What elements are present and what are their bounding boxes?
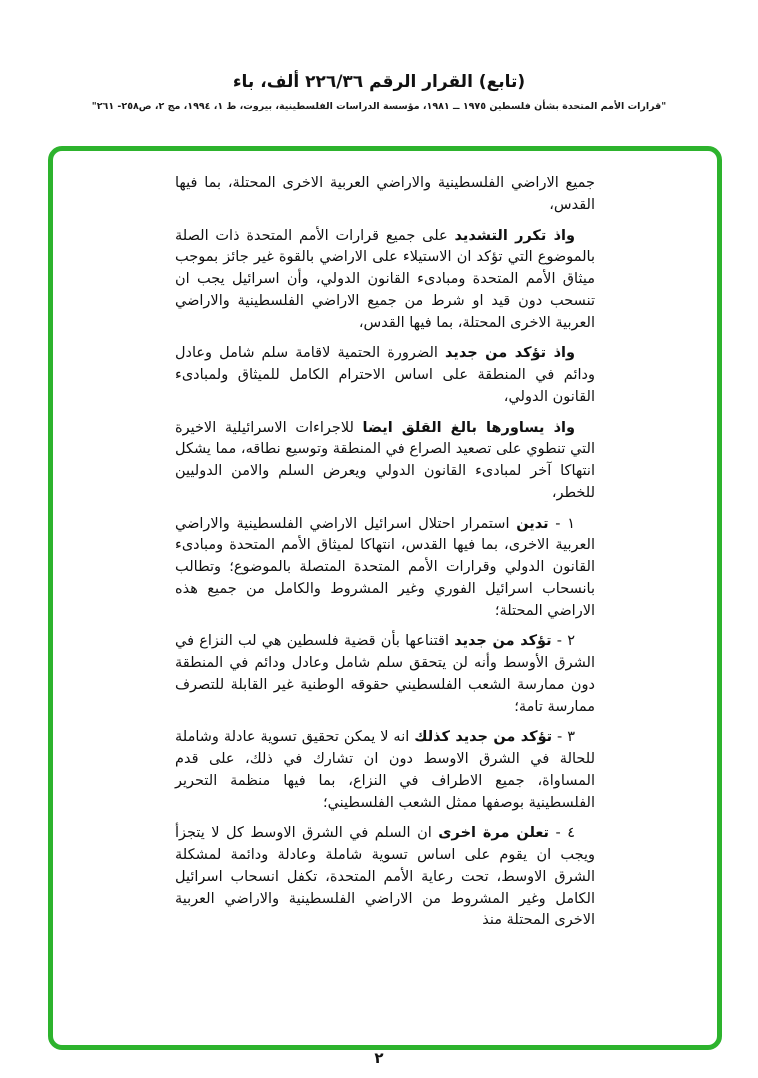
paragraph-text: للاجراءات الاسرائيلية الاخيرة التي تنطوي على تصعيد الصراع في المنطقة وتوسيع نطاقه، مما يشكل انتهاكا آخر لمبادىء القانون الدولي ويعرض السلم والامن الدوليين للخطر،	[175, 419, 595, 501]
paragraph-text: الضرورة الحتمية لاقامة سلم شامل وعادل ودائم في المنطقة على اساس الاحترام الكامل للميثاق ولمبادىء القانون الدولي،	[175, 345, 595, 405]
paragraph-number: ١ -	[555, 515, 575, 532]
paragraph-number: ٤ -	[555, 825, 576, 842]
body-paragraph	[175, 727, 595, 814]
body-text	[175, 173, 595, 932]
paragraph-text: ان السلم في الشرق الاوسط كل لا يتجزأ ويجب ان يقوم على اساس تسوية شاملة وعادلة ودائمة لمشكلة الشرق الاوسط، تحت رعاية الأمم المتحدة، تكفل انسحاب اسرائيل الكامل وغير المشروط من الاراضي الفلسطينية والاراضي العربية الاخرى المحتلة منذ	[175, 825, 595, 929]
paragraph-number: ٢ -	[556, 633, 576, 650]
paragraph-text: على جميع قرارات الأمم المتحدة ذات الصلة بالموضوع التي تؤكد ان الاستيلاء على الاراضي بالقوة غير جائز بموجب ميثاق الأمم المتحدة ومبادىء القانون الدولي، وأن اسرائيل يجب ان تنسحب دون قيد او شرط من جميع الاراضي الفلسطينية والاراضي العربية الاخرى المحتلة، بما فيها القدس،	[175, 227, 595, 331]
paragraph-number: ٣ -	[557, 729, 576, 746]
page-header	[0, 72, 758, 112]
paragraph-lead: تؤكد من جديد	[454, 633, 552, 650]
body-paragraph	[175, 343, 595, 408]
body-paragraph	[175, 514, 595, 623]
body-paragraph	[175, 631, 595, 718]
resolution-title: (تابع) القرار الرقم ٢٢٦/٣٦ ألف، باء	[232, 72, 526, 92]
source-citation: "قرارات الأمم المتحدة بشأن فلسطين ١٩٧٥ ــ ١٩٨١، مؤسسة الدراسات الفلسطينية، بيروت، ط ١، ١٩٩٤، مج ٢، ص٢٥٨- ٢٦١"	[91, 101, 667, 112]
paragraph-text: اقتناعها بأن قضية فلسطين هي لب النزاع في الشرق الأوسط وأنه لن يتحقق سلم شامل وعادل ودائم في المنطقة دون ممارسة الشعب الفلسطيني حقوقه الوطنية غير القابلة للتصرف ممارسة تامة؛	[175, 633, 595, 715]
paragraph-text: انه لا يمكن تحقيق تسوية عادلة وشاملة للحالة في الشرق الاوسط دون ان تشارك في ذلك، على قدم المساواة، جميع الاطراف في النزاع، بما فيها منظمة التحرير الفلسطينية بوصفها ممثل الشعب الفلسطيني؛	[175, 729, 595, 811]
page-number: ٢	[374, 1049, 384, 1067]
body-paragraph	[175, 173, 595, 217]
paragraph-lead: واذ تكرر التشديد	[454, 227, 575, 244]
page-footer	[0, 1048, 758, 1067]
body-paragraph	[175, 226, 595, 335]
paragraph-lead: تعلن مرة اخرى	[438, 825, 550, 842]
content-frame	[48, 146, 722, 1050]
body-paragraph	[175, 418, 595, 505]
paragraph-lead: تؤكد من جديد كذلك	[414, 729, 553, 746]
paragraph-lead: تدين	[516, 515, 549, 532]
paragraph-lead: واذ يساورها بالغ القلق ايضا	[362, 419, 575, 436]
paragraph-lead: واذ تؤكد من جديد	[445, 345, 576, 362]
body-paragraph	[175, 823, 595, 932]
paragraph-text: استمرار احتلال اسرائيل الاراضي الفلسطينية والاراضي العربية الاخرى، بما فيها القدس، انتهاكا لميثاق الأمم المتحدة ومبادىء القانون الدولي وقرارات الأمم المتحدة المتصلة بالموضوع؛ وتطالب بانسحاب اسرائيل الفوري وغير المشروط والكامل من جميع هذه الاراضي المحتلة؛	[175, 515, 595, 619]
paragraph-text: جميع الاراضي الفلسطينية والاراضي العربية الاخرى المحتلة، بما فيها القدس،	[175, 175, 595, 213]
